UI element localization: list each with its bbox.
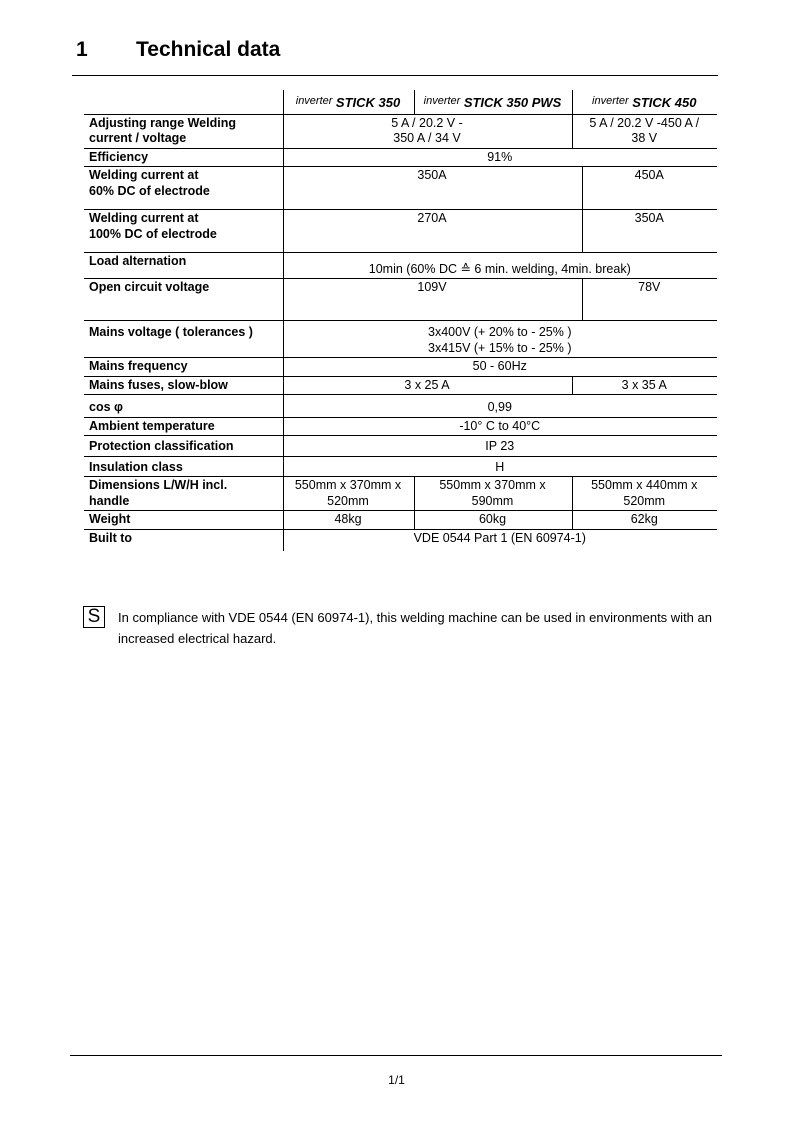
section-number: 1: [76, 38, 88, 61]
table-row-load-alternation: Load alternation 10min (60% DC ≙ 6 min. welding, 4min. break): [84, 253, 717, 279]
table-row-protection-classification: Protection classification IP 23: [84, 436, 717, 457]
table-row-efficiency: Efficiency 91%: [84, 148, 717, 167]
table-row-cos-phi: cos φ 0,99: [84, 395, 717, 418]
compliance-note: In compliance with VDE 0544 (EN 60974-1), this welding machine can be used in environments with an increased electrical hazard.: [118, 610, 712, 646]
table-row-ambient-temperature: Ambient temperature -10° C to 40°C: [84, 417, 717, 436]
table-row-mains-voltage: Mains voltage ( tolerances ) 3x400V (+ 20% to - 25% ) 3x415V (+ 15% to - 25% ): [84, 321, 717, 358]
page-heading: [76, 38, 280, 62]
table-header-row: [84, 90, 717, 114]
table-row-open-circuit-voltage: Open circuit voltage 109V 78V: [84, 279, 717, 321]
page-number: 1/1: [388, 1073, 405, 1087]
table-row-insulation-class: Insulation class H: [84, 456, 717, 477]
technical-data-table: [84, 90, 717, 551]
table-row-mains-frequency: Mains frequency 50 - 60Hz: [84, 358, 717, 377]
column-header-stick-450: inverter STICK 450: [572, 90, 717, 114]
table-row-adjusting-range: Adjusting range Welding current / voltage 5 A / 20.2 V - 350 A / 34 V 5 A / 20.2 V -450 A / 38 V: [84, 114, 717, 148]
footer-divider: [70, 1055, 722, 1056]
table-row-built-to: Built to VDE 0544 Part 1 (EN 60974-1): [84, 529, 717, 551]
table-row-welding-current-100: Welding current at 100% DC of electrode 270A 350A: [84, 210, 717, 253]
section-title: Technical data: [136, 38, 281, 61]
column-header-stick-350-pws: inverter STICK 350 PWS: [414, 90, 572, 114]
table-row-weight: Weight 48kg 60kg 62kg: [84, 511, 717, 530]
top-divider: [72, 75, 718, 76]
table-row-welding-current-60: Welding current at 60% DC of electrode 350A 450A: [84, 167, 717, 210]
table-row-mains-fuses: Mains fuses, slow-blow 3 x 25 A 3 x 35 A: [84, 376, 717, 395]
table-row-dimensions: Dimensions L/W/H incl. handle 550mm x 370mm x 520mm 550mm x 370mm x 590mm 550mm x 440mm x 520mm: [84, 477, 717, 511]
column-header-stick-350: inverter STICK 350: [283, 90, 414, 114]
safety-symbol-icon: S: [83, 606, 105, 628]
